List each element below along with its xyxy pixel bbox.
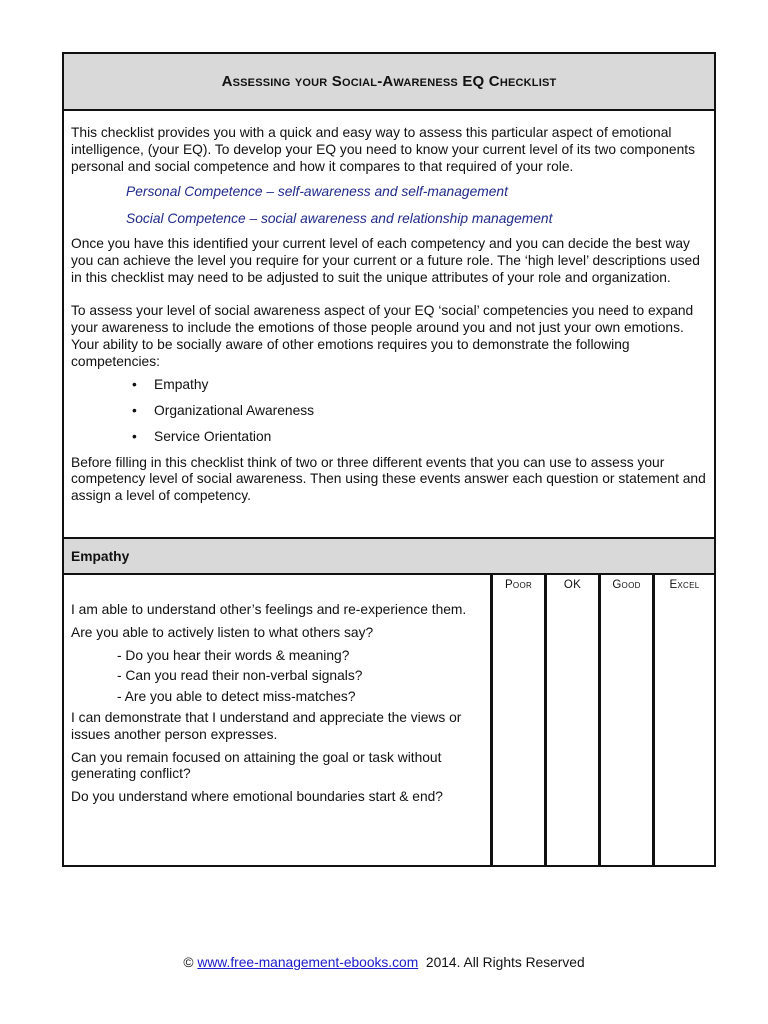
copyright-icon: © [183,955,194,970]
intro-paragraph-3: To assess your level of social awareness aspect of your EQ ‘social’ competencies you need to expand your awareness to include the emotions of those people around you and not just your own emotions. Your ability to be socially aware of other emotions requires you to demonstrate the following competencies: [71,303,694,369]
intro-paragraph-1: This checklist provides you with a quick and easy way to assess this particular aspect of emotional intelligence, (your EQ). To develop your EQ you need to know your current level of its two components personal and social competence and how it compares to that required of your role. [71,125,695,174]
bullet-icon: • [132,376,137,392]
list-item [71,403,707,429]
intro-paragraph-4: Before filling in this checklist think of two or three different events that you can use to assess your competency level of social awareness. Then using these events answer each question or statement and assign a level of competency. [71,454,706,504]
checklist-frame [62,52,716,867]
list-item-label: Service Orientation [154,428,272,444]
sub-question: - Do you hear their words & meaning? [117,647,350,663]
title-bar [64,54,714,111]
section-title: Empathy [71,548,130,564]
sub-question: - Are you able to detect miss-matches? [117,689,356,705]
column-header-poor: Poor [504,579,533,591]
question: Do you understand where emotional boundaries start & end? [71,789,443,805]
page-title: Assessing your Social-Awareness EQ Checklist [221,73,557,90]
column-header-excel: Excel [669,579,700,591]
rating-column-poor[interactable] [493,575,547,865]
column-header-good: Good [612,579,641,591]
section-header [64,539,714,575]
intro-paragraph-2: Once you have this identified your current level of each competency and you can decide the best way you can achieve the level you require for your current or a future role. The ‘high level’ descriptions used in this checklist may need to be adjusted to suit the unique attributes of your role and organization. [71,235,700,285]
rights-text: 2014. All Rights Reserved [425,955,585,970]
sub-question: - Can you read their non-verbal signals? [117,668,363,684]
social-competence-text: Social Competence – social awareness and relationship management [126,211,553,227]
footer [0,955,768,970]
bullet-icon: • [132,402,137,418]
question: I can demonstrate that I understand and appreciate the views or issues another person expresses. [71,709,462,742]
list-item-label: Empathy [154,376,209,392]
list-item-label: Organizational Awareness [154,402,315,418]
rating-grid [64,575,714,865]
bullet-icon: • [132,428,137,444]
rating-column-ok[interactable] [547,575,601,865]
question: I am able to understand other’s feelings and re-experience them. [71,602,467,617]
list-item [71,429,707,455]
intro-section [64,111,714,539]
personal-competence-text: Personal Competence – self-awareness and self-management [126,184,508,200]
questions-column [64,575,493,865]
rating-column-excel[interactable] [655,575,714,865]
rating-column-good[interactable] [601,575,655,865]
website-link[interactable]: www.free-management-ebooks.com [197,955,419,970]
list-item [71,377,707,403]
question: Are you able to actively listen to what others say? [71,624,374,640]
question: Can you remain focused on attaining the goal or task without generating conflict? [71,749,442,782]
column-header-ok: OK [563,579,582,591]
competency-list [71,377,707,455]
